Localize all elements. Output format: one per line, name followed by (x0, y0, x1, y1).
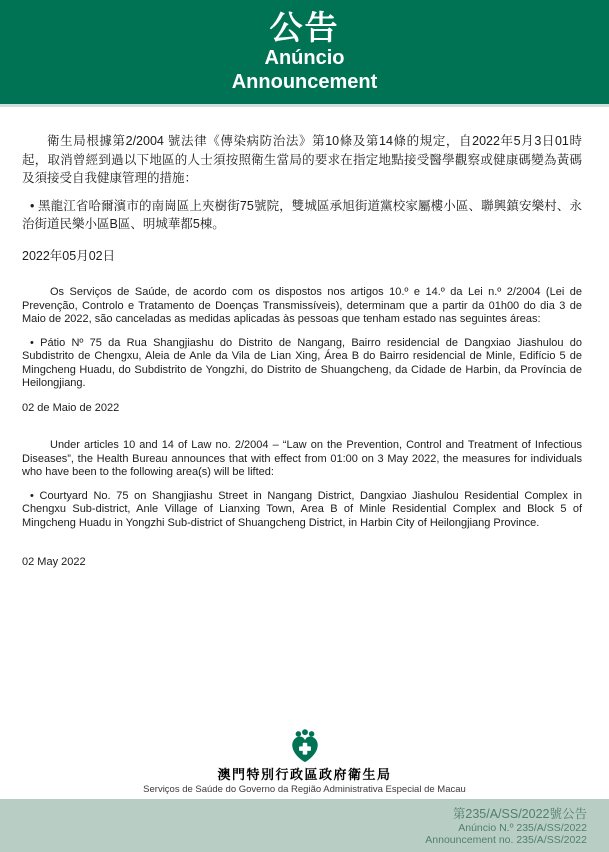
issuing-organization-block (0, 729, 609, 796)
ref-number-zh: 第235/A/SS/2022號公告 (452, 807, 587, 821)
zh-paragraph: 衛生局根據第2/2004 號法律《傳染病防治法》第10條及第14條的規定，自2022年5月3日01時起，取消曾經到過以下地區的人士須按照衛生當局的要求在指定地點接受醫學觀察或健康碼變為黃碼及須接受自我健康管理的措施： (22, 134, 582, 186)
announcement-body (0, 107, 609, 570)
pt-date: 02 de Maio de 2022 (22, 401, 120, 414)
health-bureau-logo-icon (286, 729, 324, 765)
en-date: 02 May 2022 (22, 556, 86, 569)
pt-bullet-area-list: • Pátio Nº 75 da Rua Shangjiashu do Distrito de Nangang, Bairro residencial de Dangxiao Jiashulou do Subdistrito de Chengxu, Aleia de Anle da Vila de Lian Xing, Área B do Bairro residencial de Minle, Edifício 5 de Mingcheng Huadu, do Subdistrito de Yongzhi, do Distrito de Shuangcheng, da Cidade de Harbin, da Província de Heilongjiang. (22, 336, 582, 390)
en-paragraph: Under articles 10 and 14 of Law no. 2/2004 – “Law on the Prevention, Control and Treatment of Infectious Diseases”, the Health Bureau announces that with effect from 01:00 on 3 May 2022, the measures for individuals who have been to the following area(s) will be lifted: (22, 439, 582, 479)
pt-paragraph: Os Serviços de Saúde, de acordo com os dispostos nos artigos 10.º e 14.º da Lei n.º 2/2004 (Lei de Prevenção, Controlo e Tratamento de Doenças Transmissíveis), determinam que a partir da 01h00 do dia 3 de Maio de 2022, são canceladas as medidas aplicadas às pessoas que tenham estado nas seguintes áreas: (22, 286, 582, 326)
header-banner (0, 0, 609, 107)
org-name-zh: 澳門特別行政區政府衛生局 (217, 767, 392, 783)
reference-number-band (0, 799, 609, 852)
zh-bullet-area-list: • 黑龍江省哈爾濱市的南崗區上夾樹街75號院，雙城區承旭街道黨校家屬樓小區、聯興鎮安樂村、永治街道民樂小區B區、明城華都5棟。 (22, 198, 582, 232)
zh-date: 2022年05月02日 (22, 248, 116, 263)
banner-title-pt: Anúncio (264, 46, 345, 69)
ref-number-pt: Anúncio N.º 235/A/SS/2022 (458, 822, 587, 834)
ref-number-en: Announcement no. 235/A/SS/2022 (425, 834, 587, 846)
banner-title-en: Announcement (231, 70, 378, 93)
org-name-pt: Serviços de Saúde do Governo da Região Administrativa Especial de Macau (143, 783, 466, 795)
banner-title-zh: 公告 (269, 9, 340, 46)
en-bullet-area-list: • Courtyard No. 75 on Shangjiashu Street in Nangang District, Dangxiao Jiashulou Residential Complex in Chengxu Sub-district, Anle Village of Lianxing Town, Area B of Minle Residential Complex and Block 5 of Mingcheng Huadu in Yongzhi Sub-district of Shuangcheng District, in Harbin City of Heilongjiang Province. (22, 489, 582, 529)
